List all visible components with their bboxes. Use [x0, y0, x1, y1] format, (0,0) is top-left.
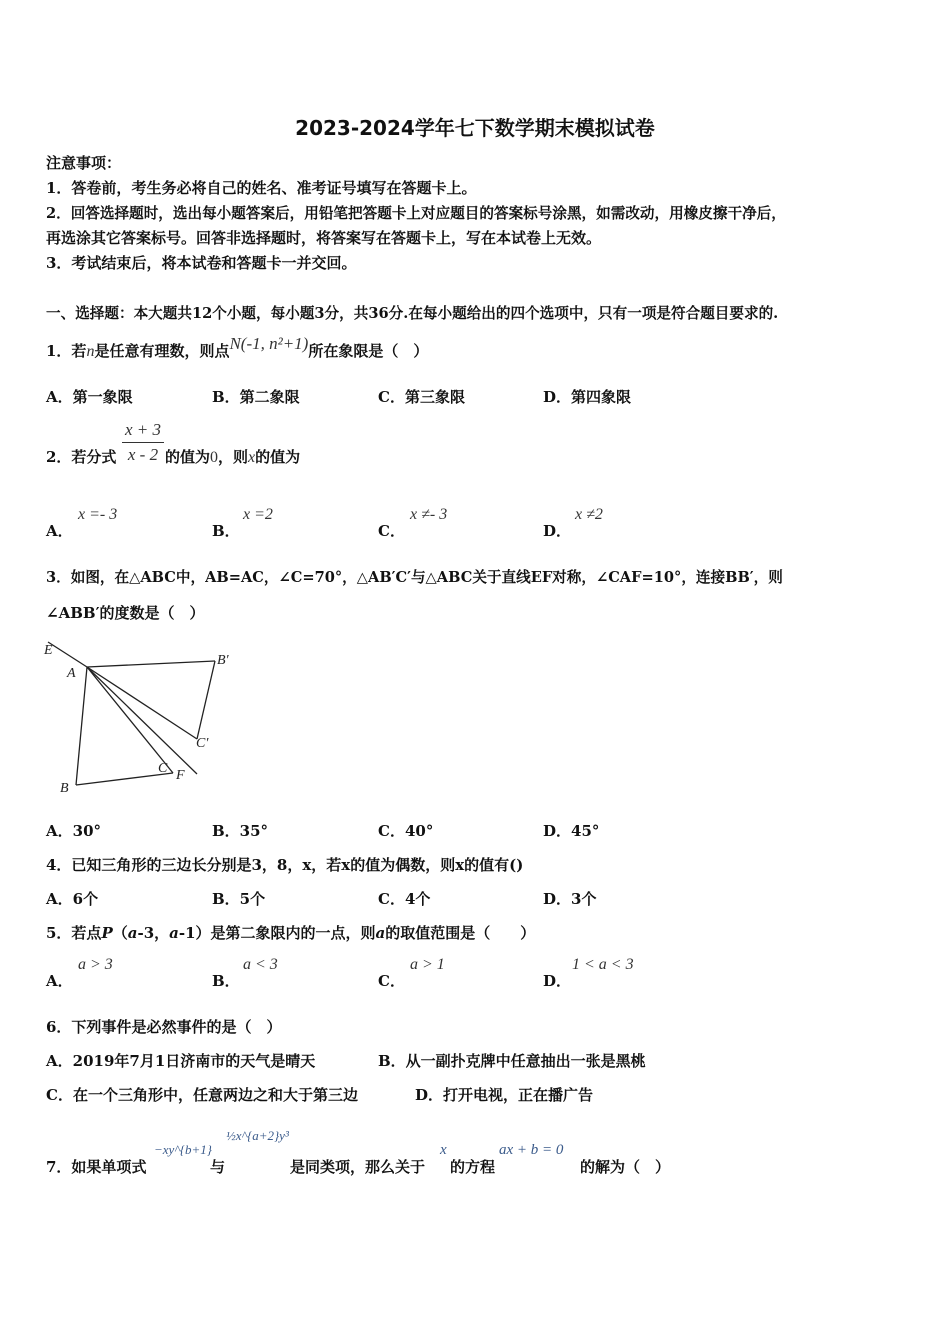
q1-option-c[interactable]: C．第三象限 — [378, 388, 465, 406]
q2-option-b[interactable]: x =2 — [243, 506, 273, 523]
line-ac-prime — [87, 667, 197, 739]
notice-line-2b: 再选涂其它答案标号。回答非选择题时，将答案写在答题卡上，写在本试卷上无效。 — [46, 229, 602, 247]
q4-option-a[interactable]: A．6个 — [46, 890, 99, 908]
q1-pre: 1．若 — [46, 342, 87, 360]
q4-option-c[interactable]: C．4个 — [378, 890, 431, 908]
q2-mid: 的值为 — [165, 448, 211, 466]
q7-mid2: 的方程 — [450, 1158, 496, 1176]
section-heading: 一、选择题：本大题共12个小题，每小题3分，共36分.在每小题给出的四个选项中，只有一项是符合题目要求的. — [46, 305, 779, 322]
line-af — [87, 667, 197, 774]
q2-option-a-label[interactable]: A． — [46, 522, 73, 540]
label-c-prime: C′ — [196, 736, 209, 751]
q5-option-d-label[interactable]: D． — [543, 972, 572, 990]
q7-monomial-1: −xy^{b+1} — [154, 1142, 212, 1157]
notice-line-1: 1．答卷前，考生务必将自己的姓名、准考证号填写在答题卡上。 — [46, 179, 477, 197]
q2-zero: 0 — [210, 449, 219, 466]
q1-post: 所在象限是（ ） — [308, 342, 429, 360]
q5-coords-c: -1）是第二象限内的一点，则 — [178, 924, 376, 942]
notice-heading: 注意事项： — [46, 154, 122, 172]
q6-option-b[interactable]: B．从一副扑克牌中任意抽出一张是黑桃 — [378, 1052, 646, 1070]
q2-option-d[interactable]: x ≠2 — [575, 506, 603, 523]
q3-option-a[interactable]: A．30° — [46, 822, 102, 840]
q3-line-1: 3．如图，在△ABC中，AB=AC，∠C=70°，△AB′C′与△ABC关于直线EF对称，∠CAF=10°，连接BB′，则 — [46, 569, 783, 586]
q7-equation: ax + b = 0 — [499, 1142, 564, 1158]
q6-text: 6．下列事件是必然事件的是（ ） — [46, 1018, 282, 1036]
q7-and: 与 — [210, 1158, 226, 1176]
line-ab-prime — [87, 661, 215, 667]
page-title: 2023-2024学年七下数学期末模拟试卷 — [295, 116, 655, 140]
label-b-prime: B′ — [217, 653, 229, 668]
q2-post: 的值为 — [255, 448, 301, 466]
q2-numerator: x + 3 — [124, 420, 162, 439]
q5-pre: 5．若点 — [46, 924, 102, 942]
q5-option-b[interactable]: a < 3 — [243, 956, 278, 973]
q7-pre: 7．如果单项式 — [46, 1158, 147, 1176]
line-ac — [87, 667, 173, 773]
q5-a1: a — [127, 924, 138, 942]
q3-line-2: ∠ABB′的度数是（ ） — [46, 604, 205, 622]
label-a: A — [67, 666, 76, 681]
q2-fraction-bar — [122, 442, 164, 443]
q2-option-a[interactable]: x =- 3 — [78, 506, 118, 523]
q3-option-c[interactable]: C．40° — [378, 822, 434, 840]
label-c: C — [158, 761, 168, 776]
q7-mid: 是同类项，那么关于 — [290, 1158, 426, 1176]
q7-post: 的解为（ ） — [580, 1158, 671, 1176]
q3-option-d[interactable]: D．45° — [543, 822, 600, 840]
q2-option-c-label[interactable]: C． — [378, 522, 405, 540]
q1-var: n — [86, 343, 95, 360]
q5-option-c[interactable]: a > 1 — [410, 956, 445, 973]
q7-var: x — [440, 1142, 447, 1158]
q2-option-d-label[interactable]: D． — [543, 522, 572, 540]
label-e: E — [44, 643, 53, 658]
q1-point: N(-1, n²+1) — [229, 334, 309, 353]
notice-line-3: 3．考试结束后，将本试卷和答题卡一并交回。 — [46, 254, 357, 272]
q2-text — [165, 446, 300, 467]
q1-option-a[interactable]: A．第一象限 — [46, 388, 133, 406]
q6-option-a[interactable]: A．2019年7月1日济南市的天气是晴天 — [46, 1052, 316, 1070]
label-f: F — [176, 768, 185, 783]
q2-mid2: ，则 — [218, 448, 249, 466]
q4-option-b[interactable]: B．5个 — [212, 890, 266, 908]
q3-figure — [40, 636, 240, 796]
question-1 — [46, 334, 429, 361]
q3-option-b[interactable]: B．35° — [212, 822, 269, 840]
q5-post: 的取值范围是（ ） — [385, 924, 536, 942]
q5-option-d[interactable]: 1 < a < 3 — [572, 956, 634, 973]
line-ab — [76, 667, 87, 785]
label-b: B — [60, 781, 69, 796]
notice-line-2a: 2．回答选择题时，选出每小题答案后，用铅笔把答题卡上对应题目的答案标号涂黑，如需改动，用橡皮擦干净后， — [46, 205, 786, 222]
q5-option-a[interactable]: a > 3 — [78, 956, 113, 973]
q5-a2: a — [169, 924, 179, 942]
q5-option-c-label[interactable]: C． — [378, 972, 405, 990]
q2-option-c[interactable]: x ≠- 3 — [410, 506, 448, 523]
q1-mid: 是任意有理数，则点 — [94, 342, 230, 360]
q5-p: P — [101, 924, 113, 942]
q5-text — [46, 922, 535, 943]
q5-option-a-label[interactable]: A． — [46, 972, 73, 990]
q2-option-b-label[interactable]: B． — [212, 522, 240, 540]
q2-denominator: x - 2 — [127, 445, 159, 464]
q5-coords-a: （ — [112, 924, 128, 942]
q6-option-d[interactable]: D．打开电视，正在播广告 — [415, 1086, 594, 1104]
q1-option-d[interactable]: D．第四象限 — [543, 388, 632, 406]
q5-a3: a — [375, 924, 386, 942]
q7-monomial-2: ½x^{a+2}y³ — [226, 1128, 289, 1143]
q4-text: 4．已知三角形的三边长分别是3，8，x，若x的值为偶数，则x的值有() — [46, 856, 524, 874]
q1-option-b[interactable]: B．第二象限 — [212, 388, 300, 406]
q5-option-b-label[interactable]: B． — [212, 972, 240, 990]
q5-coords-b: -3， — [137, 924, 170, 942]
q2-var: x — [248, 449, 256, 466]
line-b-prime-c-prime — [197, 661, 215, 739]
q2-pre: 2．若分式 — [46, 448, 117, 466]
q4-option-d[interactable]: D．3个 — [543, 890, 597, 908]
q6-option-c[interactable]: C．在一个三角形中，任意两边之和大于第三边 — [46, 1086, 358, 1104]
line-ae — [48, 642, 87, 667]
